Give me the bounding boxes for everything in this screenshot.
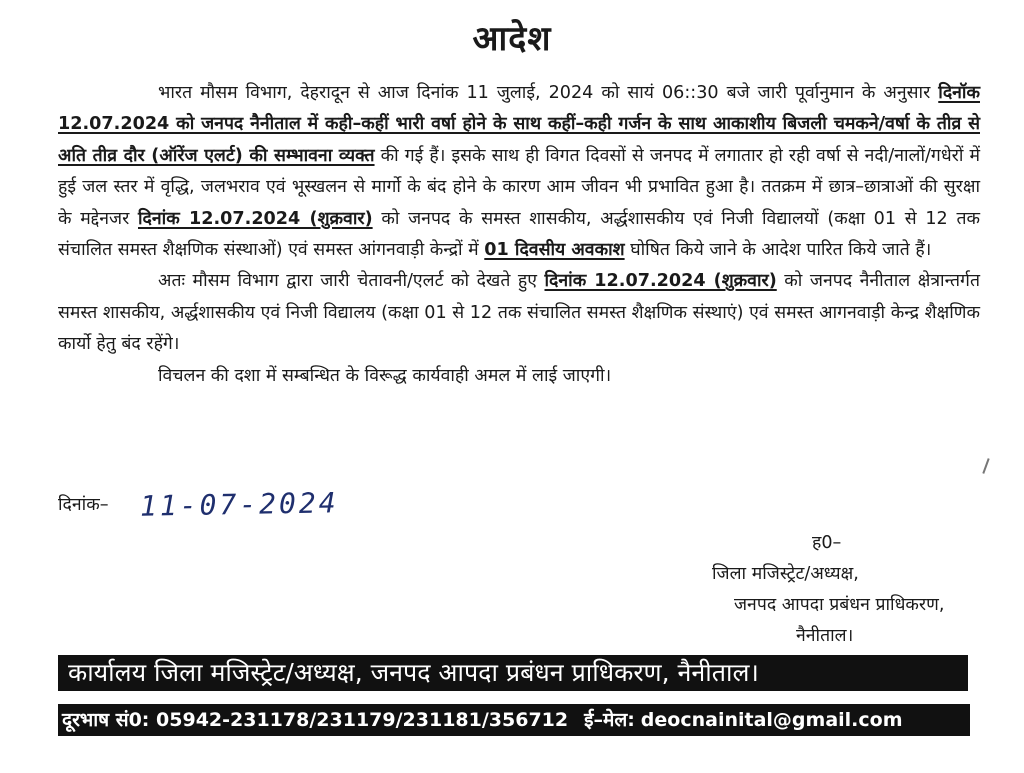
- document-body: [58, 78, 980, 392]
- paragraph-2-text-a: अतः मौसम विभाग द्वारा जारी चेतावनी/एलर्ट को देखते हुए: [158, 271, 545, 292]
- footer-contact: [58, 704, 970, 736]
- phone-numbers: 05942-231178/231179/231181/356712: [156, 709, 569, 731]
- date-label: दिनांक–: [58, 495, 109, 515]
- signatory-authority: जनपद आपदा प्रबंधन प्राधिकरण,: [734, 595, 945, 615]
- footer-office-name: कार्यालय जिला मजिस्ट्रेट/अध्यक्ष, जनपद आपदा प्रबंधन प्राधिकरण, नैनीताल।: [58, 655, 968, 691]
- paragraph-violation-notice: विचलन की दशा में सम्बन्धित के विरूद्ध कार्यवाही अमल में लाई जाएगी।: [158, 365, 612, 386]
- handwritten-date: 11-07-2024: [139, 486, 339, 523]
- document-title: आदेश: [472, 19, 552, 59]
- highlight-forecast-alert: दिनॉक 12.07.2024 को जनपद नैनीताल में कही–कहीं भारी वर्षा होने के साथ कहीं–कही गर्जन के साथ आकाशीय बिजली चमकने/वर्षा के तीव्र से अति तीव्र दौर (ऑरेंज एलर्ट) की सम्भावना व्यक्त: [58, 83, 980, 166]
- highlight-holiday-date: दिनांक 12.07.2024 (शुक्रवार): [138, 208, 373, 229]
- paragraph-closure-order: [58, 266, 980, 360]
- paragraph-forecast: [58, 78, 980, 266]
- highlight-one-day-holiday: 01 दिवसीय अवकाश: [484, 240, 625, 261]
- paragraph-1-text-c: को जनपद के समस्त शासकीय, अर्द्धशासकीय एवं निजी विद्यालयों (कक्षा 01 से 12 तक संचालित समस्त शैक्षणिक संस्थाओं) एवं समस्त आंगनवाड़ी केन्द्रों में: [58, 208, 980, 261]
- paragraph-1-text-b: की गई हैं। इसके साथ ही विगत दिवसों से जनपद में लगातार हो रही वर्षा से नदी/नालों/गधेरों में हुई जल स्तर में वृद्धि, जलभराव एवं भूस्खलन से मार्गो के बंद होने के कारण आम जीवन भी प्रभावित हुआ है। ततक्रम में छात्र–छात्राओं की सुरक्षा के मद्देनजर: [58, 145, 981, 229]
- phone-label: दूरभाष सं0:: [62, 709, 150, 731]
- signature-block: [712, 528, 982, 652]
- signatory-location: नैनीताल।: [796, 626, 854, 646]
- paragraph-1-text-d: घोषित किये जाने के आदेश पारित किये जाते हैं।: [624, 240, 932, 261]
- signatory-designation: जिला मजिस्ट्रेट/अध्यक्ष,: [712, 564, 859, 584]
- scan-mark: [982, 458, 989, 474]
- paragraph-1-text-a: भारत मौसम विभाग, देहरादून से आज दिनांक 11 जुलाई, 2024 को सायं 06::30 बजे जारी पूर्वानुमान के अनुसार: [158, 83, 939, 103]
- email-address: deocnainital@gmail.com: [640, 709, 903, 731]
- paragraph-2-text-b: को जनपद नैनीताल क्षेत्रान्तर्गत समस्त शासकीय, अर्द्धशासकीय एवं निजी विद्यालय (कक्षा 01 से 12 तक संचालित समस्त शैक्षणिक संस्थाएं) एवं समस्त आगनवाड़ी केन्द्र शैक्षणिक कार्यो हेतु बंद रहेंगे।: [58, 271, 980, 355]
- signature-mark: ह0–: [812, 533, 842, 553]
- highlight-closure-date: दिनांक 12.07.2024 (शुक्रवार): [544, 271, 777, 292]
- email-label: ई–मेल:: [584, 709, 635, 731]
